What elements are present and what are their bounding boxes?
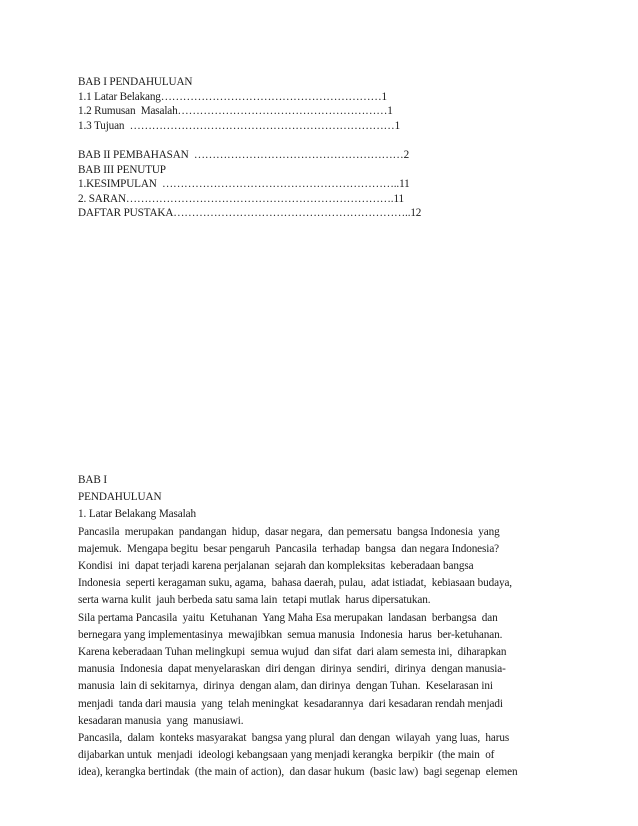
body-line: menjadi tanda dari mausia yang telah meningkat kesadarannya dari kesadaran rendah menjadi: [78, 697, 503, 710]
chapter-title: PENDAHULUAN: [78, 491, 162, 504]
body-line: serta warna kulit jauh berbeda satu sama lain tetapi mutlak harus dipersatukan.: [78, 594, 431, 607]
body-line: Sila pertama Pancasila yaitu Ketuhanan Yang Maha Esa merupakan landasan berbangsa dan: [78, 611, 498, 624]
toc-line: BAB II PEMBAHASAN …………………………………………………2: [78, 148, 410, 161]
toc-line: BAB III PENUTUP: [78, 163, 166, 176]
toc-line: 1.KESIMPULAN ………………………………………………………..11: [78, 178, 410, 191]
toc-line: BAB I PENDAHULUAN: [78, 76, 193, 88]
toc-spacer: [78, 133, 548, 148]
chapter-section: [78, 472, 568, 782]
toc-line: 1.3 Tujuan ………………………………………………………………1: [78, 119, 401, 132]
chapter-number: BAB I: [78, 474, 108, 486]
toc-line: 1.1 Latar Belakang……………………………………………………1: [78, 90, 387, 103]
body-line: Karena keberadaan Tuhan melingkupi semua wujud dan sifat dari alam semesta ini, diharapkan: [78, 646, 507, 659]
body-line: dijabarkan untuk menjadi ideologi kebangsaan yang menjadi kerangka berpikir (the main of: [78, 749, 495, 762]
body-line: kesadaran manusia yang manusiawi.: [78, 714, 244, 727]
body-line: manusia lain di sekitarnya, dirinya dengan alam, dan dirinya dengan Tuhan. Keselarasan ini: [78, 680, 493, 693]
body-line: Pancasila, dalam konteks masyarakat bangsa yang plural dan dengan wilayah yang luas, harus: [78, 732, 510, 745]
body-line: Kondisi ini dapat terjadi karena perjalanan sejarah dan kompleksitas keberadaan bangsa: [78, 560, 474, 573]
body-line: manusia Indonesia dapat menyelaraskan diri dengan dirinya sendiri, dirinya dengan manusia-: [78, 663, 506, 676]
section-heading: 1. Latar Belakang Masalah: [78, 508, 197, 521]
toc-line: DAFTAR PUSTAKA………………………………………………………..12: [78, 207, 422, 220]
body-line: bernegara yang implementasinya mewajibkan semua manusia Indonesia harus ber-ketuhanan.: [78, 628, 503, 641]
toc-line: 1.2 Rumusan Masalah…………………………………………………1: [78, 105, 393, 118]
body-line: Indonesia seperti keragaman suku, agama, bahasa daerah, pulau, adat istiadat, kebiasaan budaya,: [78, 577, 513, 590]
table-of-contents: [78, 75, 548, 221]
body-line: majemuk. Mengapa begitu besar pengaruh Pancasila terhadap bangsa dan negara Indonesia?: [78, 542, 500, 555]
body-line: idea), kerangka bertindak (the main of action), dan dasar hukum (basic law) bagi segenap elemen: [78, 766, 518, 779]
toc-line: 2. SARAN……………………………………………………………….11: [78, 192, 404, 205]
body-line: Pancasila merupakan pandangan hidup, dasar negara, dan pemersatu bangsa Indonesia yang: [78, 525, 500, 538]
